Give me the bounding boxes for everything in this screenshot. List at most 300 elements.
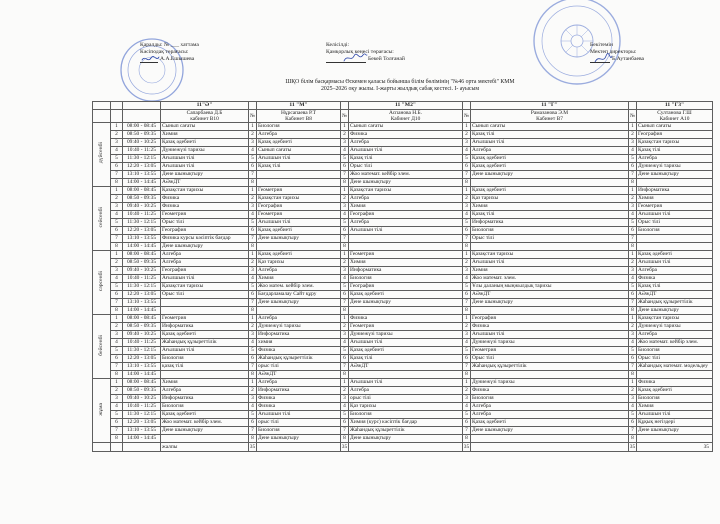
- lesson-number: 8: [629, 307, 637, 315]
- lesson-subject: Дене шынықтыру: [257, 435, 341, 443]
- lesson-subject: Дене шынықтыру: [349, 179, 463, 187]
- lesson-row: [93, 283, 713, 291]
- lesson-subject: АӘжДТ: [257, 371, 341, 379]
- lesson-number: 5: [249, 411, 257, 419]
- empty-cell: [111, 110, 123, 123]
- lesson-time: 10:40 - 11:25: [123, 275, 161, 283]
- approved-signature: [590, 56, 644, 63]
- class-teacher-header: [161, 110, 249, 123]
- lesson-subject: АӘжДТ: [637, 291, 713, 299]
- lesson-subject: Геометрия: [257, 211, 341, 219]
- lesson-row: [93, 195, 713, 203]
- lesson-number: 4: [341, 403, 349, 411]
- lesson-row: [93, 227, 713, 235]
- lesson-number: 6: [341, 163, 349, 171]
- lesson-subject: Ағылшын тілі: [637, 211, 713, 219]
- lesson-subject: Қазақ әдебиеті: [637, 387, 713, 395]
- lesson-row: [93, 267, 713, 275]
- reviewed-signature: [140, 56, 199, 63]
- lesson-subject: Қазақстан тарихы: [637, 139, 713, 147]
- lesson-number: 7: [341, 299, 349, 307]
- lesson-number: 4: [629, 339, 637, 347]
- lesson-subject: Бағдарламалау Сайт құру: [257, 291, 341, 299]
- empty-cell: [123, 443, 161, 452]
- lesson-number: 7: [629, 235, 637, 243]
- lesson-subject: Физика: [637, 379, 713, 387]
- lesson-subject: География: [349, 211, 463, 219]
- lesson-subject: орыс тілі: [257, 363, 341, 371]
- lesson-number: 1: [463, 315, 471, 323]
- day-label: [93, 379, 111, 443]
- lesson-subject: Қазақ әдебиеті: [637, 251, 713, 259]
- lesson-number: 3: [463, 331, 471, 339]
- row-number: 7: [111, 235, 123, 243]
- empty-cell: [471, 443, 629, 452]
- lesson-subject: Орыс тілі: [161, 291, 249, 299]
- lesson-subject: Қазақ тілі: [349, 155, 463, 163]
- row-number: 8: [111, 371, 123, 379]
- lesson-subject: Биология: [257, 123, 341, 131]
- lesson-subject: Дене шынықтыру: [161, 243, 249, 251]
- lesson-subject: Геометрия: [349, 251, 463, 259]
- class-header-row: [93, 102, 713, 110]
- lesson-subject: [637, 243, 713, 251]
- lesson-subject: Геометрия: [257, 187, 341, 195]
- lesson-subject: Алгебра: [637, 331, 713, 339]
- lesson-row: [93, 275, 713, 283]
- row-number: 6: [111, 227, 123, 235]
- agreed-signature: [326, 56, 405, 63]
- lesson-subject: Химия: [471, 267, 629, 275]
- lesson-subject: Информатика: [471, 219, 629, 227]
- lesson-subject: Жаһандық құзыреттілік: [257, 355, 341, 363]
- reviewed-block: [140, 42, 199, 63]
- reviewed-signer: А.А.Ешышева: [160, 56, 195, 62]
- lesson-number: 1: [249, 251, 257, 259]
- lesson-subject: Алгебра: [257, 379, 341, 387]
- lesson-number: 4: [249, 275, 257, 283]
- lesson-subject: Информатика: [257, 387, 341, 395]
- lesson-number: 5: [249, 219, 257, 227]
- lesson-number: 3: [249, 331, 257, 339]
- lesson-number: 8: [341, 435, 349, 443]
- lesson-time: 12:20 - 13:05: [123, 227, 161, 235]
- row-number: 3: [111, 267, 123, 275]
- lesson-number: 3: [341, 331, 349, 339]
- lesson-row: [93, 299, 713, 307]
- lesson-subject: Ағылшын тілі: [257, 155, 341, 163]
- lesson-time: 09:40 - 10:25: [123, 395, 161, 403]
- classroom: кабинет В10: [190, 116, 219, 122]
- lesson-number: 7: [341, 171, 349, 179]
- lesson-number: 2: [629, 323, 637, 331]
- lesson-number: 2: [463, 131, 471, 139]
- empty-cell: [111, 102, 123, 110]
- empty-cell: [629, 102, 637, 110]
- lesson-number: 6: [341, 291, 349, 299]
- lesson-subject: Химия: [161, 131, 249, 139]
- lesson-subject: Қазақ әдебиеті: [349, 347, 463, 355]
- lesson-subject: Қазақстан тарихы: [637, 315, 713, 323]
- lesson-number: 5: [629, 411, 637, 419]
- lesson-subject: Дене шынықтыру: [161, 427, 249, 435]
- lesson-subject: Қазақ әдебиеті: [161, 139, 249, 147]
- lesson-number: 4: [629, 403, 637, 411]
- lesson-number: 7: [629, 363, 637, 371]
- lesson-time: 13:10 - 13:55: [123, 363, 161, 371]
- total-hours: 35: [637, 443, 713, 452]
- lesson-subject: Қазақ тілі: [349, 355, 463, 363]
- lesson-number: 6: [629, 291, 637, 299]
- lesson-row: [93, 387, 713, 395]
- lesson-number: 1: [249, 315, 257, 323]
- lesson-number: 6: [249, 227, 257, 235]
- lesson-subject: Алгебра: [349, 219, 463, 227]
- lesson-number: 1: [463, 187, 471, 195]
- row-number: 2: [111, 259, 123, 267]
- lesson-subject: [471, 435, 629, 443]
- lesson-subject: География: [349, 283, 463, 291]
- lesson-row: [93, 411, 713, 419]
- lesson-subject: Дене шынықтыру: [637, 307, 713, 315]
- row-number: 3: [111, 203, 123, 211]
- lesson-time: 09:40 - 10:25: [123, 139, 161, 147]
- lesson-subject: Ағылшын тілі: [471, 139, 629, 147]
- empty-cell: [123, 102, 161, 110]
- lesson-subject: Алгебра: [161, 259, 249, 267]
- lesson-number: 5: [341, 411, 349, 419]
- lesson-number: 7: [341, 427, 349, 435]
- lesson-number: 7: [463, 235, 471, 243]
- teacher-name: Рамазанова Э.М: [530, 110, 569, 116]
- class-teacher-header: [257, 110, 341, 123]
- lesson-subject: Дене шынықтыру: [471, 171, 629, 179]
- teacher-name: Султанова Г.Ш: [657, 110, 692, 116]
- lesson-subject: [637, 235, 713, 243]
- lesson-subject: Сынып сағаты: [257, 147, 341, 155]
- lesson-row: [93, 315, 713, 323]
- lesson-number: 1: [341, 251, 349, 259]
- lesson-number: 8: [629, 371, 637, 379]
- lesson-number: 6: [341, 227, 349, 235]
- lesson-subject: Алгебра: [471, 411, 629, 419]
- lesson-number: 1: [629, 379, 637, 387]
- empty-cell: [93, 110, 111, 123]
- lesson-subject: Алгебра: [161, 251, 249, 259]
- lesson-number: 8: [341, 307, 349, 315]
- lesson-subject: химия: [257, 339, 341, 347]
- lesson-number: 4: [249, 211, 257, 219]
- lesson-subject: Алгебра: [257, 131, 341, 139]
- lesson-row: [93, 395, 713, 403]
- lesson-number: 6: [629, 227, 637, 235]
- title-line-2: 2025–2026 оқу жылы. I-жарты жылдық сабақ кестесі. I- ауысым: [320, 86, 480, 92]
- lesson-subject: География: [161, 267, 249, 275]
- lesson-subject: Қазақ тілі: [637, 283, 713, 291]
- lesson-time: 08:00 - 08:45: [123, 315, 161, 323]
- lesson-number: 4: [341, 275, 349, 283]
- row-number: 2: [111, 131, 123, 139]
- lesson-number: 7: [629, 427, 637, 435]
- empty-cell: [463, 102, 471, 110]
- lesson-time: 13:10 - 13:55: [123, 299, 161, 307]
- lesson-subject: Физика курсы кәсіптік бағдар: [161, 235, 249, 243]
- row-number: 8: [111, 435, 123, 443]
- approved-signer: Б.Аутанбаева: [612, 56, 645, 62]
- approved-block: [590, 42, 644, 63]
- lesson-number: 6: [463, 419, 471, 427]
- lesson-number: 2: [463, 195, 471, 203]
- lesson-number: 1: [629, 315, 637, 323]
- reviewed-role: Кәсіподақ төрағасы:: [140, 49, 189, 55]
- lesson-number: 8: [629, 435, 637, 443]
- lesson-number: 1: [629, 251, 637, 259]
- lesson-row: [93, 291, 713, 299]
- lesson-time: 14:00 - 14:45: [123, 435, 161, 443]
- lesson-subject: Химия: [257, 275, 341, 283]
- lesson-subject: Алгебра: [349, 195, 463, 203]
- lesson-subject: [471, 243, 629, 251]
- lesson-row: [93, 427, 713, 435]
- lesson-number: 7: [463, 171, 471, 179]
- lesson-subject: География: [471, 315, 629, 323]
- lesson-subject: [637, 371, 713, 379]
- lesson-number: 2: [629, 387, 637, 395]
- row-number: 7: [111, 427, 123, 435]
- row-number: 8: [111, 243, 123, 251]
- lesson-row: [93, 307, 713, 315]
- lesson-time: 09:40 - 10:25: [123, 267, 161, 275]
- row-number: 3: [111, 331, 123, 339]
- lesson-subject: Химия: [637, 195, 713, 203]
- lesson-subject: Жаһандық құзыреттілік: [161, 339, 249, 347]
- lesson-number: 1: [249, 187, 257, 195]
- lesson-time: 08:00 - 08:45: [123, 379, 161, 387]
- number-header: №: [463, 110, 471, 123]
- lesson-subject: Жаһандық құзыреттілік: [637, 299, 713, 307]
- lesson-number: 8: [463, 435, 471, 443]
- lesson-time: 10:40 - 11:25: [123, 147, 161, 155]
- class-teacher-header: [471, 110, 629, 123]
- lesson-number: 5: [629, 219, 637, 227]
- lesson-time: 13:10 - 13:55: [123, 171, 161, 179]
- lesson-subject: География: [257, 203, 341, 211]
- agreed-block: [326, 42, 405, 63]
- lesson-row: [93, 147, 713, 155]
- lesson-subject: [349, 307, 463, 315]
- day-label: [93, 315, 111, 379]
- lesson-subject: Қазақ әдебиеті: [257, 139, 341, 147]
- lesson-number: 1: [629, 123, 637, 131]
- lesson-time: 08:50 - 09:35: [123, 259, 161, 267]
- lesson-subject: Орыс тілі: [161, 219, 249, 227]
- lesson-number: 5: [463, 219, 471, 227]
- lesson-subject: Физика: [471, 323, 629, 331]
- lesson-number: 5: [341, 155, 349, 163]
- lesson-subject: [257, 171, 341, 179]
- lesson-number: 5: [629, 155, 637, 163]
- lesson-subject: Ағылшын тілі: [349, 147, 463, 155]
- lesson-row: [93, 163, 713, 171]
- row-number: 1: [111, 315, 123, 323]
- lesson-number: 4: [629, 275, 637, 283]
- lesson-subject: Дене шынықтыру: [637, 427, 713, 435]
- classroom: Кабинет Д10: [390, 116, 421, 122]
- lesson-subject: Орыс тілі: [471, 235, 629, 243]
- lesson-subject: Информатика: [161, 395, 249, 403]
- lesson-time: 14:00 - 14:45: [123, 307, 161, 315]
- lesson-time: 08:00 - 08:45: [123, 123, 161, 131]
- lesson-subject: [637, 179, 713, 187]
- row-number: 1: [111, 379, 123, 387]
- lesson-subject: Ағылшын тілі: [161, 163, 249, 171]
- lesson-number: 4: [341, 147, 349, 155]
- lesson-number: 4: [629, 211, 637, 219]
- lesson-subject: Қазақ әдебиеті: [471, 187, 629, 195]
- lesson-number: 8: [629, 243, 637, 251]
- lesson-number: 6: [463, 227, 471, 235]
- row-number: 7: [111, 299, 123, 307]
- lesson-subject: Сынып сағаты: [471, 123, 629, 131]
- lesson-number: 3: [629, 139, 637, 147]
- lesson-row: [93, 203, 713, 211]
- lesson-subject: Биология: [471, 227, 629, 235]
- lesson-time: 08:00 - 08:45: [123, 251, 161, 259]
- lesson-subject: Химия: [349, 203, 463, 211]
- lesson-number: 3: [629, 395, 637, 403]
- lesson-number: 2: [249, 259, 257, 267]
- row-number: 5: [111, 155, 123, 163]
- lesson-subject: Алгебра: [257, 315, 341, 323]
- lesson-subject: Ағылшын тілі: [471, 331, 629, 339]
- lesson-time: 14:00 - 14:45: [123, 243, 161, 251]
- empty-cell: [111, 443, 123, 452]
- lesson-subject: [637, 435, 713, 443]
- total-hours: 35: [463, 443, 470, 450]
- row-number: 2: [111, 323, 123, 331]
- lesson-number: 8: [629, 179, 637, 187]
- emblem-icon: [571, 35, 583, 47]
- lesson-time: 08:50 - 09:35: [123, 131, 161, 139]
- lesson-number: 6: [463, 355, 471, 363]
- lesson-subject: Дене шынықтыру: [257, 299, 341, 307]
- lesson-row: [93, 155, 713, 163]
- lesson-subject: [161, 435, 249, 443]
- lesson-time: 09:40 - 10:25: [123, 331, 161, 339]
- lesson-number: 4: [249, 403, 257, 411]
- lesson-row: [93, 355, 713, 363]
- row-number: 6: [111, 163, 123, 171]
- empty-cell: [341, 102, 349, 110]
- lesson-number: 8: [249, 307, 257, 315]
- lesson-time: 08:50 - 09:35: [123, 323, 161, 331]
- approved-heading: Бекітемін: [590, 42, 613, 48]
- row-number: 7: [111, 363, 123, 371]
- day-label: [93, 187, 111, 251]
- lesson-subject: Геометрия: [349, 323, 463, 331]
- empty-cell: [349, 443, 463, 452]
- lesson-row: [93, 187, 713, 195]
- lesson-subject: Химия: [637, 403, 713, 411]
- lesson-number: 6: [463, 291, 471, 299]
- lesson-subject: Алгебра: [349, 139, 463, 147]
- day-name: сейсенбі: [98, 206, 104, 228]
- lesson-number: 5: [629, 283, 637, 291]
- lesson-subject: Қазақ әдебиеті: [471, 419, 629, 427]
- empty-cell: [257, 443, 341, 452]
- day-name: жұма: [98, 402, 104, 416]
- lesson-subject: Сынып сағаты: [637, 123, 713, 131]
- lesson-time: 11:30 - 12:15: [123, 347, 161, 355]
- lesson-subject: Алгебра: [637, 155, 713, 163]
- lesson-subject: Физика: [349, 131, 463, 139]
- row-number: 3: [111, 395, 123, 403]
- empty-cell: [123, 110, 161, 123]
- lesson-number: 8: [341, 179, 349, 187]
- lesson-subject: Физика: [349, 315, 463, 323]
- lesson-number: 4: [463, 403, 471, 411]
- lesson-number: 1: [341, 315, 349, 323]
- lesson-subject: Ұлы даланың мыңжылдық тарихы: [471, 283, 629, 291]
- lesson-number: 1: [463, 123, 471, 131]
- lesson-number: 6: [249, 355, 257, 363]
- lesson-number: 3: [249, 203, 257, 211]
- lesson-subject: Химия (курс) кәсіптік бағдар: [349, 419, 463, 427]
- lesson-number: 8: [341, 243, 349, 251]
- lesson-subject: [257, 307, 341, 315]
- lesson-subject: Химия: [471, 203, 629, 211]
- lesson-time: 13:10 - 13:55: [123, 235, 161, 243]
- lesson-number: 5: [249, 155, 257, 163]
- lesson-number: 8: [249, 179, 257, 187]
- lesson-number: 4: [463, 339, 471, 347]
- lesson-number: 8: [463, 307, 471, 315]
- lesson-number: 8: [249, 371, 257, 379]
- lesson-subject: [257, 179, 341, 187]
- row-number: 5: [111, 219, 123, 227]
- lesson-number: 3: [463, 203, 471, 211]
- lesson-time: 11:30 - 12:15: [123, 219, 161, 227]
- lesson-subject: Информатика: [161, 323, 249, 331]
- agreed-heading: Келісілді:: [326, 42, 350, 48]
- lesson-subject: Жаһандық құзыреттілік: [471, 363, 629, 371]
- lesson-subject: Физика: [257, 403, 341, 411]
- class-name: 11 "М": [257, 102, 341, 110]
- lesson-number: 3: [463, 395, 471, 403]
- row-number: 1: [111, 123, 123, 131]
- lesson-subject: Қазақстан тарихы: [161, 283, 249, 291]
- lesson-subject: Орыс тілі: [471, 355, 629, 363]
- lesson-subject: Жоо математ. элем.: [471, 275, 629, 283]
- lesson-subject: Алгебра: [471, 147, 629, 155]
- lesson-number: 3: [341, 267, 349, 275]
- lesson-subject: Сынып сағаты: [349, 123, 463, 131]
- lesson-subject: Жоо математ. кейбір элем.: [349, 171, 463, 179]
- lesson-number: 1: [249, 379, 257, 387]
- lesson-subject: қазақ тілі: [161, 363, 249, 371]
- empty-cell: [93, 102, 111, 110]
- lesson-number: 2: [341, 131, 349, 139]
- lesson-number: 6: [463, 163, 471, 171]
- lesson-subject: Дене шынықтыру: [349, 299, 463, 307]
- total-label: жалпы: [161, 443, 249, 452]
- lesson-subject: Информатика: [349, 267, 463, 275]
- lesson-subject: Ағылшын тілі: [161, 347, 249, 355]
- lesson-subject: [471, 371, 629, 379]
- lesson-subject: Биология: [349, 275, 463, 283]
- lesson-number: 2: [629, 131, 637, 139]
- lesson-number: 5: [249, 283, 257, 291]
